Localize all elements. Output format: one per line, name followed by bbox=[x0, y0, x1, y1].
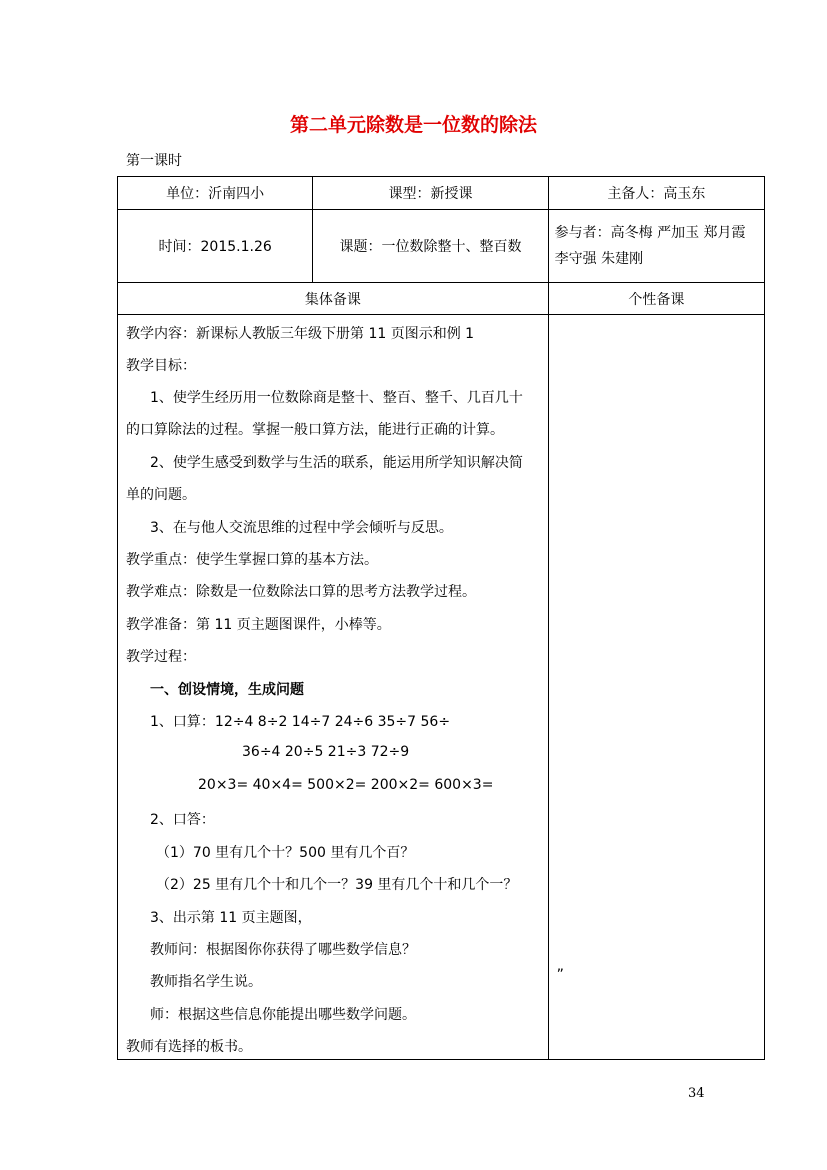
participants-line-2: 李守强 朱建刚 bbox=[554, 251, 644, 267]
unit-cell: 单位：沂南四小 bbox=[118, 177, 313, 210]
preparer-cell: 主备人：高玉东 bbox=[548, 177, 764, 210]
content-line: 教学目标： bbox=[126, 358, 196, 374]
content-line: 教学难点：除数是一位数除法口算的思考方法教学过程。 bbox=[126, 584, 476, 600]
content-line: 教师问：根据图你你获得了哪些数学信息？ bbox=[150, 942, 416, 958]
content-line: 教学准备：第 11 页主题图课件，小棒等。 bbox=[126, 617, 391, 633]
participants-line-1: 参与者：高冬梅 严加玉 郑月霞 bbox=[554, 225, 746, 241]
personal-prep-header: 个性备课 bbox=[548, 283, 764, 315]
content-line: 单的问题。 bbox=[126, 487, 196, 503]
group-prep-content bbox=[118, 315, 549, 1060]
page-title: 第二单元除数是一位数的除法 bbox=[289, 114, 537, 136]
content-line: （2）25 里有几个十和几个一？39 里有几个十和几个一？ bbox=[156, 877, 518, 893]
page-number: 34 bbox=[688, 1086, 705, 1101]
time-cell: 时间：2015.1.26 bbox=[118, 210, 313, 283]
content-line: 1、口算：12÷4 8÷2 14÷7 24÷6 35÷7 56÷ bbox=[150, 714, 451, 730]
content-line: 1、使学生经历用一位数除商是整十、整百、整千、几百几十 bbox=[150, 390, 523, 406]
content-line: 教师有选择的板书。 bbox=[126, 1039, 252, 1055]
content-line: 教师指名学生说。 bbox=[150, 974, 262, 990]
topic-cell: 课题：一位数除整十、整百数 bbox=[313, 210, 548, 283]
group-prep-header: 集体备课 bbox=[118, 283, 549, 315]
content-line: 2、口答： bbox=[150, 812, 215, 828]
personal-prep-content bbox=[548, 315, 764, 1060]
content-line: 教学重点：使学生掌握口算的基本方法。 bbox=[126, 552, 378, 568]
lesson-plan-table bbox=[117, 176, 765, 1060]
content-line: 36÷4 20÷5 21÷3 72÷9 bbox=[242, 744, 410, 760]
content-line: 的口算除法的过程。掌握一般口算方法，能进行正确的计算。 bbox=[126, 422, 504, 438]
personal-note: ” bbox=[556, 967, 564, 983]
lesson-label: 第一课时 bbox=[126, 153, 182, 169]
content-line: 2、使学生感受到数学与生活的联系，能运用所学知识解决简 bbox=[150, 455, 523, 471]
content-line: 教学内容：新课标人教版三年级下册第 11 页图示和例 1 bbox=[126, 326, 475, 342]
content-line: （1）70 里有几个十？500 里有几个百？ bbox=[156, 845, 415, 861]
content-line: 师：根据这些信息你能提出哪些数学问题。 bbox=[150, 1007, 416, 1023]
content-line: 3、出示第 11 页主题图， bbox=[150, 910, 312, 926]
type-cell: 课型：新授课 bbox=[313, 177, 548, 210]
content-line: 3、在与他人交流思维的过程中学会倾听与反思。 bbox=[150, 520, 453, 536]
participants-cell bbox=[548, 210, 764, 283]
content-line: 教学过程： bbox=[126, 649, 196, 665]
section-heading: 一、创设情境，生成问题 bbox=[150, 682, 304, 698]
content-line: 20×3= 40×4= 500×2= 200×2= 600×3= bbox=[198, 777, 494, 793]
